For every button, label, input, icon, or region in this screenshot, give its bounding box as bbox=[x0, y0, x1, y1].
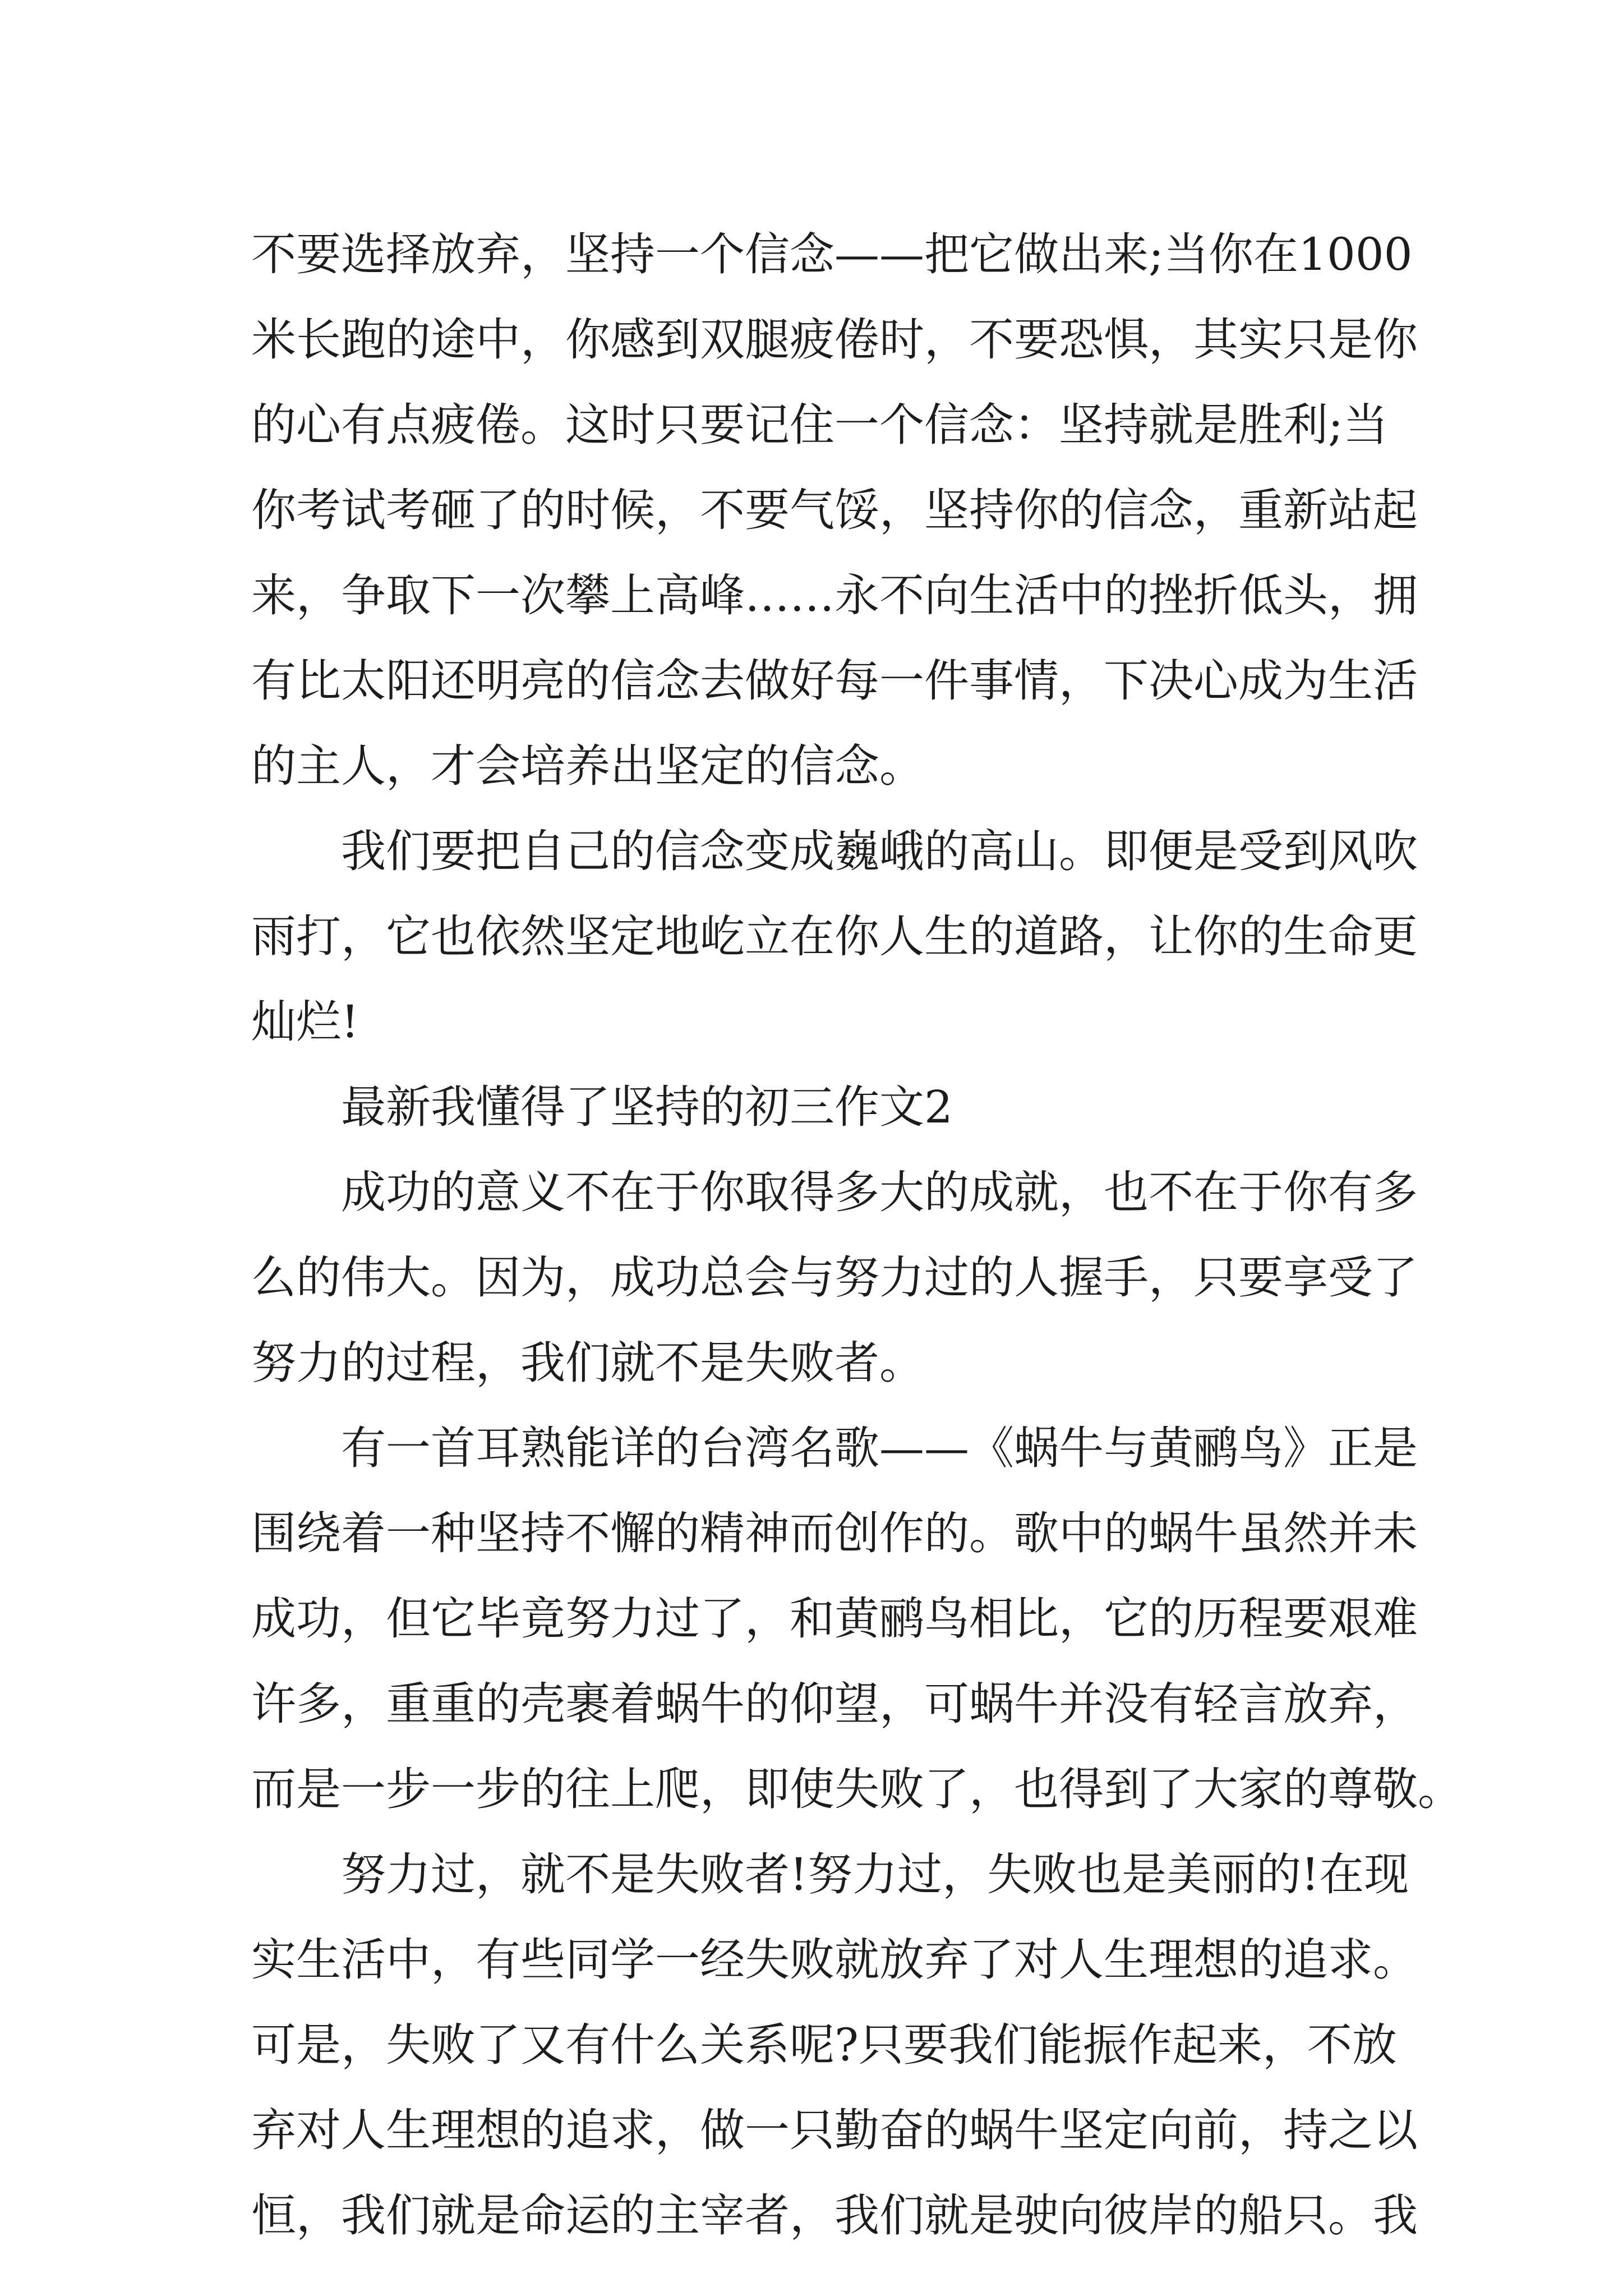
paragraph-line: 的心有点疲倦。这时只要记住一个信念：坚持就是胜利;当 bbox=[251, 399, 1388, 451]
paragraph-line: 灿烂! bbox=[251, 996, 359, 1048]
paragraph-line: 努力过，就不是失败者!努力过，失败也是美丽的!在现 bbox=[341, 1848, 1409, 1901]
paragraph-line: 你考试考砸了的时候，不要气馁，坚持你的信念，重新站起 bbox=[251, 484, 1418, 536]
paragraph-line: 的主人，才会培养出坚定的信念。 bbox=[251, 740, 924, 792]
paragraph-line: 有比太阳还明亮的信念去做好每一件事情，下决心成为生活 bbox=[251, 655, 1418, 707]
paragraph-line: 雨打，它也依然坚定地屹立在你人生的道路，让你的生命更 bbox=[251, 910, 1418, 963]
section-heading: 最新我懂得了坚持的初三作文2 bbox=[341, 1081, 953, 1133]
paragraph-line: 么的伟大。因为，成功总会与努力过的人握手，只要享受了 bbox=[251, 1251, 1418, 1304]
paragraph-line: 有一首耳熟能详的台湾名歌——《蜗牛与黄鹂鸟》正是 bbox=[341, 1422, 1418, 1474]
paragraph-line: 成功的意义不在于你取得多大的成就，也不在于你有多 bbox=[341, 1166, 1418, 1218]
paragraph-line: 成功，但它毕竟努力过了，和黄鹂鸟相比，它的历程要艰难 bbox=[251, 1593, 1418, 1645]
paragraph-line: 不要选择放弃，坚持一个信念——把它做出来;当你在1000 bbox=[251, 228, 1413, 280]
paragraph-line: 我们要把自己的信念变成巍峨的高山。即便是受到风吹 bbox=[341, 825, 1418, 877]
paragraph-line: 许多，重重的壳裹着蜗牛的仰望，可蜗牛并没有轻言放弃， bbox=[251, 1678, 1418, 1730]
paragraph-line: 努力的过程，我们就不是失败者。 bbox=[251, 1337, 924, 1389]
paragraph-line: 米长跑的途中，你感到双腿疲倦时，不要恐惧，其实只是你 bbox=[251, 314, 1418, 366]
paragraph-line: 恒，我们就是命运的主宰者，我们就是驶向彼岸的船只。我 bbox=[251, 2189, 1418, 2242]
paragraph-line: 而是一步一步的往上爬，即使失败了，也得到了大家的尊敬。 bbox=[251, 1763, 1463, 1815]
paragraph-line: 可是，失败了又有什么关系呢?只要我们能振作起来，不放 bbox=[251, 2019, 1397, 2071]
paragraph-line: 弃对人生理想的追求，做一只勤奋的蜗牛坚定向前，持之以 bbox=[251, 2104, 1418, 2156]
paragraph-line: 实生活中，有些同学一经失败就放弃了对人生理想的追求。 bbox=[251, 1934, 1418, 1986]
paragraph-line: 来，争取下一次攀上高峰……永不向生活中的挫折低头，拥 bbox=[251, 569, 1418, 622]
document-body bbox=[251, 212, 1463, 2258]
paragraph-line: 围绕着一种坚持不懈的精神而创作的。歌中的蜗牛虽然并未 bbox=[251, 1507, 1418, 1559]
